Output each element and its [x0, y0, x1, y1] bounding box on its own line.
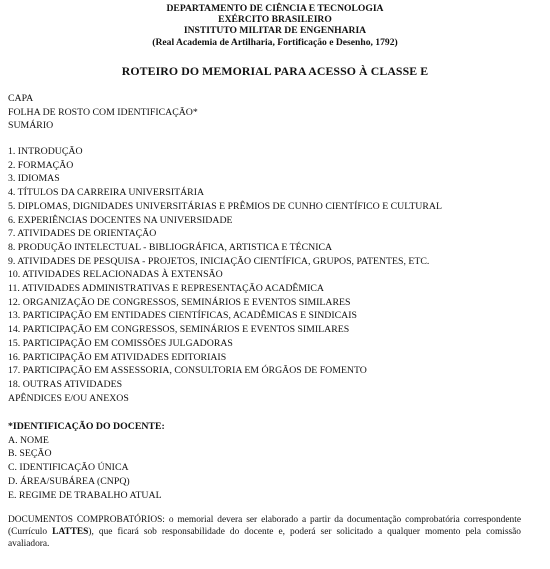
- toc-item: 15. PARTICIPAÇÃO EM COMISSÕES JULGADORAS: [8, 337, 233, 349]
- institution-header: [0, 3, 550, 48]
- toc-item: 11. ATIVIDADES ADMINISTRATIVAS E REPRESENTAÇÃO ACADÊMICA: [8, 283, 325, 295]
- toc-item: 1. INTRODUÇÃO: [8, 146, 83, 157]
- toc-item: 8. PRODUÇÃO INTELECTUAL - BIBLIOGRÁFICA, ARTISTICA E TÉCNICA: [8, 241, 333, 253]
- toc-item: 5. DIPLOMAS, DIGNIDADES UNIVERSITÁRIAS E PRÊMIOS DE CUNHO CIENTÍFICO E CULTURAL: [8, 200, 442, 212]
- toc-item: 14. PARTICIPAÇÃO EM CONGRESSOS, SEMINÁRIOS E EVENTOS SIMILARES: [8, 324, 350, 336]
- table-of-contents: [8, 145, 442, 405]
- toc-item: 4. TÍTULOS DA CARREIRA UNIVERSITÁRIA: [8, 187, 205, 199]
- identification-item: E. REGIME DE TRABALHO ATUAL: [8, 489, 162, 501]
- front-matter-item: SUMÁRIO: [8, 120, 54, 132]
- note-lattes-text: LATTES: [52, 527, 89, 537]
- front-matter-item: CAPA: [8, 93, 34, 104]
- front-matter-list: [8, 92, 198, 133]
- toc-item: 18. OUTRAS ATIVIDADES: [8, 378, 123, 390]
- identification-item: C. IDENTIFICAÇÃO ÚNICA: [8, 462, 129, 474]
- header-line-institute: INSTITUTO MILITAR DE ENGENHARIA: [183, 25, 367, 37]
- toc-item: 3. IDIOMAS: [8, 173, 60, 185]
- toc-item: 16. PARTICIPAÇÃO EM ATIVIDADES EDITORIAIS: [8, 351, 227, 363]
- identification-item: D. ÁREA/SUBÁREA (CNPQ): [8, 475, 130, 487]
- toc-item: APÊNDICES E/OU ANEXOS: [8, 392, 129, 404]
- toc-item: 2. FORMAÇÃO: [8, 159, 74, 171]
- toc-item: 13. PARTICIPAÇÃO EM ENTIDADES CIENTÍFICAS, ACADÊMICAS E SINDICAIS: [8, 310, 357, 322]
- supporting-documents-note: [8, 514, 521, 550]
- front-matter-item: FOLHA DE ROSTO COM IDENTIFICAÇÃO*: [8, 106, 198, 118]
- header-line-academy: (Real Academia de Artilharia, Fortificação e Desenho, 1792): [152, 36, 398, 48]
- toc-item: 6. EXPERIÊNCIAS DOCENTES NA UNIVERSIDADE: [8, 214, 233, 226]
- document-title: ROTEIRO DO MEMORIAL PARA ACESSO À CLASSE E: [121, 64, 429, 78]
- note-lead-text: DOCUMENTOS COMPROBATÓRIOS: o memorial devera ser elaborado a partir da documentação comprobatória correspondente (Currículo: [8, 515, 521, 537]
- identification-heading: *IDENTIFICAÇÃO DO DOCENTE:: [8, 421, 165, 432]
- toc-item: 7. ATIVIDADES DE ORIENTAÇÃO: [8, 228, 157, 240]
- toc-item: 10. ATIVIDADES RELACIONADAS À EXTENSÃO: [8, 269, 223, 281]
- header-line-department: DEPARTAMENTO DE CIÊNCIA E TECNOLOGIA: [166, 3, 384, 14]
- identification-item: A. NOME: [8, 434, 49, 446]
- toc-item: 9. ATIVIDADES DE PESQUISA - PROJETOS, INICIAÇÃO CIENTÍFICA, GRUPOS, PATENTES, ETC.: [8, 255, 430, 267]
- identification-item: B. SEÇÃO: [8, 448, 52, 460]
- header-line-army: EXÉRCITO BRASILEIRO: [218, 14, 332, 26]
- toc-item: 17. PARTICIPAÇÃO EM ASSESSORIA, CONSULTORIA EM ÓRGÃOS DE FOMENTO: [8, 365, 367, 377]
- note-tail-text: ), que ficará sob responsabilidade do docente e, poderá ser solicitado a qualquer momento pela comissão avaliadora.: [8, 527, 521, 549]
- teacher-identification: [8, 420, 165, 502]
- toc-item: 12. ORGANIZAÇÃO DE CONGRESSOS, SEMINÁRIOS E EVENTOS SIMILARES: [8, 296, 351, 308]
